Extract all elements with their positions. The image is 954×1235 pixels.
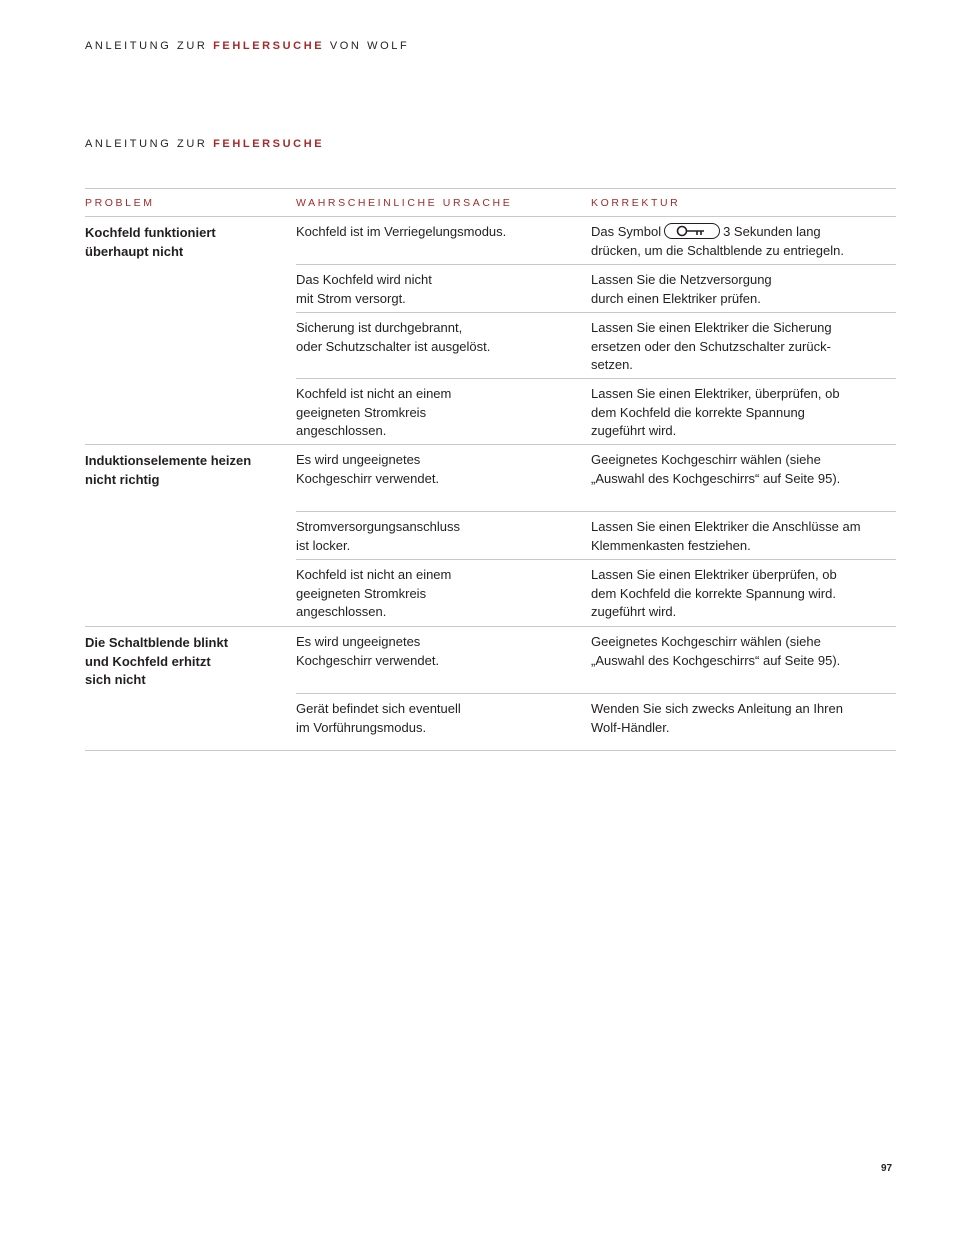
fix-cell: Lassen Sie einen Elektriker die Sicherung ersetzen oder den Schutzschalter zurück- setzen. xyxy=(591,320,832,372)
troubleshooting-table xyxy=(85,188,896,751)
fix-text-after-icon: 3 Sekunden lang drücken, um die Schaltblende zu entriegeln. xyxy=(591,224,844,258)
problem-group xyxy=(85,445,896,627)
running-header-suffix: VON WOLF xyxy=(329,40,410,52)
fix-cell xyxy=(591,217,896,264)
cause-cell: Es wird ungeeignetes Kochgeschirr verwendet. xyxy=(296,452,440,486)
table-row xyxy=(296,559,896,626)
table-row xyxy=(296,312,896,378)
cause-cell: Das Kochfeld wird nicht mit Strom versorgt. xyxy=(296,272,432,306)
table-row xyxy=(296,378,896,444)
page-number: 97 xyxy=(881,1163,893,1174)
fix-text-before-icon: Das Symbol xyxy=(591,224,662,239)
table-header-row xyxy=(85,189,896,217)
key-lock-icon xyxy=(664,223,720,239)
cause-cell: Es wird ungeeignetes Kochgeschirr verwendet. xyxy=(296,634,440,668)
problem-group xyxy=(85,217,896,445)
running-header xyxy=(85,40,409,52)
fix-cell: Wenden Sie sich zwecks Anleitung an Ihren Wolf-Händler. xyxy=(591,701,843,735)
column-header-fix: KORREKTUR xyxy=(591,197,681,209)
cause-cell: Sicherung ist durchgebrannt, oder Schutzschalter ist ausgelöst. xyxy=(296,320,491,354)
table-row xyxy=(296,511,896,559)
problem-label: Induktionselemente heizen nicht richtig xyxy=(85,453,252,487)
section-title-accent: FEHLERSUCHE xyxy=(213,138,325,150)
section-title-prefix: ANLEITUNG ZUR xyxy=(85,138,208,150)
section-title xyxy=(85,138,324,150)
cause-cell: Kochfeld ist nicht an einem geeigneten Stromkreis angeschlossen. xyxy=(296,567,452,619)
cause-cell: Kochfeld ist nicht an einem geeigneten Stromkreis angeschlossen. xyxy=(296,386,452,438)
fix-cell: Lassen Sie einen Elektriker überprüfen, ob dem Kochfeld die korrekte Spannung wird. zugeführt wird. xyxy=(591,567,837,619)
table-row xyxy=(296,264,896,312)
table-row xyxy=(296,217,896,264)
fix-cell: Geeignetes Kochgeschirr wählen (siehe „Auswahl des Kochgeschirrs“ auf Seite 95). xyxy=(591,634,841,668)
fix-cell: Lassen Sie die Netzversorgung durch einen Elektriker prüfen. xyxy=(591,272,772,306)
running-header-accent: FEHLERSUCHE xyxy=(213,40,325,52)
running-header-prefix: ANLEITUNG ZUR xyxy=(85,40,208,52)
problem-label: Die Schaltblende blinkt und Kochfeld erhitzt sich nicht xyxy=(85,635,229,687)
problem-group xyxy=(85,627,896,751)
table-row xyxy=(296,445,896,511)
column-header-problem: PROBLEM xyxy=(85,197,155,209)
table-row xyxy=(296,627,896,693)
cause-cell: Gerät befindet sich eventuell im Vorführungsmodus. xyxy=(296,701,461,735)
column-header-cause: WAHRSCHEINLICHE URSACHE xyxy=(296,197,513,209)
fix-cell: Lassen Sie einen Elektriker die Anschlüsse am Klemmenkasten festziehen. xyxy=(591,519,861,553)
table-row xyxy=(296,693,896,750)
cause-cell: Kochfeld ist im Verriegelungsmodus. xyxy=(296,224,507,239)
fix-cell: Lassen Sie einen Elektriker, überprüfen, ob dem Kochfeld die korrekte Spannung zugeführt wird. xyxy=(591,386,840,438)
problem-label: Kochfeld funktioniert überhaupt nicht xyxy=(85,225,216,259)
cause-cell: Stromversorgungsanschluss ist locker. xyxy=(296,519,461,553)
fix-cell: Geeignetes Kochgeschirr wählen (siehe „Auswahl des Kochgeschirrs“ auf Seite 95). xyxy=(591,452,841,486)
